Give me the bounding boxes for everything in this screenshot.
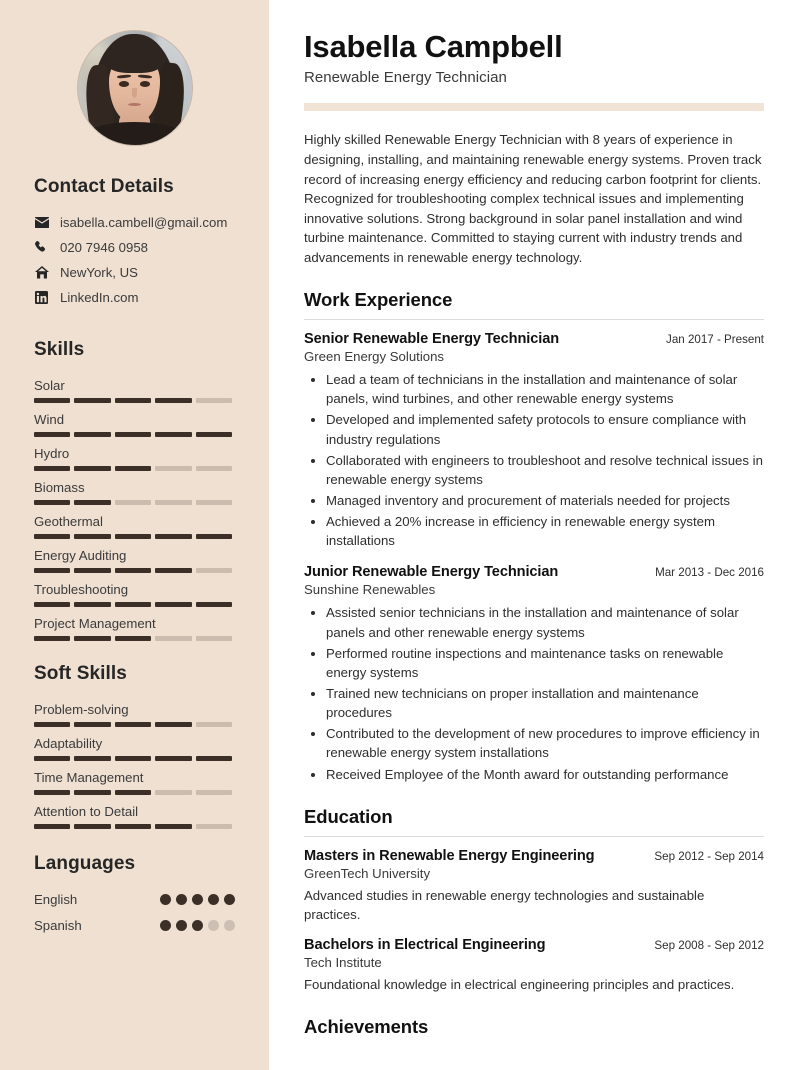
language-level-dots	[160, 894, 235, 905]
list-item: • Developed and implemented safety protocols to ensure compliance with industry regulations	[326, 410, 764, 448]
education-entry-description: Advanced studies in renewable energy technologies and sustainable practices.	[304, 887, 705, 922]
work-experience-section	[304, 289, 764, 784]
work-entry-head	[304, 564, 764, 580]
skill-label: Biomass	[34, 480, 85, 495]
skill-label: Project Management	[34, 616, 156, 631]
contact-linkedin-value: LinkedIn.com	[60, 290, 139, 305]
work-entry	[304, 331, 764, 550]
skill-item	[34, 480, 235, 505]
work-entry-bullets	[304, 603, 764, 783]
language-label: English	[34, 892, 78, 907]
list-item: • Collaborated with engineers to troubleshoot and resolve technical issues in renewable energy systems	[326, 451, 764, 489]
contact-phone-value: 020 7946 0958	[60, 240, 149, 255]
soft-skill-item	[34, 770, 235, 795]
work-entry-head	[304, 331, 764, 347]
education-entry-description: Foundational knowledge in electrical engineering principles and practices.	[304, 977, 735, 992]
work-entry-bullets	[304, 370, 764, 550]
sidebar	[0, 0, 269, 1070]
achievements-section	[304, 1016, 764, 1038]
soft-skill-item	[34, 804, 235, 829]
page-title: Isabella Campbell	[304, 29, 563, 64]
skill-item	[34, 446, 235, 471]
contact-item-email[interactable]	[34, 215, 235, 230]
skill-level-bar	[34, 432, 232, 437]
list-item: • Contributed to the development of new procedures to improve efficiency in renewable energy system installations	[326, 724, 764, 762]
work-entry-org: Sunshine Renewables	[304, 582, 436, 598]
work-entry-title: Junior Renewable Energy Technician	[304, 564, 559, 581]
soft-skill-level-bar	[34, 790, 232, 795]
language-item	[34, 918, 235, 933]
soft-skills-section	[34, 663, 235, 829]
skill-level-bar	[34, 568, 232, 573]
soft-skill-label: Problem-solving	[34, 702, 129, 717]
skill-item	[34, 412, 235, 437]
list-item: • Lead a team of technicians in the installation and maintenance of solar panels, wind turbines, and other renewable energy systems	[326, 370, 764, 408]
contact-details-heading: Contact Details	[34, 176, 174, 197]
education-entry-title: Masters in Renewable Energy Engineering	[304, 847, 595, 864]
list-item: • Managed inventory and procurement of materials needed for projects	[326, 491, 764, 510]
avatar	[77, 30, 193, 146]
education-entry-head	[304, 848, 764, 864]
contact-location-value: NewYork, US	[60, 265, 138, 280]
work-entry-org: Green Energy Solutions	[304, 349, 445, 365]
skill-level-bar	[34, 636, 232, 641]
skill-level-bar	[34, 534, 232, 539]
job-title: Renewable Energy Technician	[304, 69, 507, 87]
skill-label: Energy Auditing	[34, 548, 127, 563]
list-item: • Performed routine inspections and maintenance tasks on renewable energy systems	[326, 644, 764, 682]
linkedin-icon	[34, 291, 49, 304]
list-item: • Trained new technicians on proper installation and maintenance procedures	[326, 684, 764, 722]
education-entry-head	[304, 937, 764, 953]
education-heading: Education	[304, 805, 393, 827]
envelope-icon	[34, 217, 49, 228]
skill-level-bar	[34, 466, 232, 471]
languages-section	[34, 853, 235, 933]
soft-skill-item	[34, 702, 235, 727]
skills-heading: Skills	[34, 339, 85, 360]
work-experience-heading: Work Experience	[304, 289, 453, 311]
skill-item	[34, 616, 235, 641]
skill-label: Solar	[34, 378, 65, 393]
skill-label: Troubleshooting	[34, 582, 129, 597]
skill-label: Wind	[34, 412, 65, 427]
soft-skills-heading: Soft Skills	[34, 663, 127, 684]
accent-divider	[304, 103, 764, 111]
soft-skill-item	[34, 736, 235, 761]
skill-item	[34, 514, 235, 539]
education-entry-org: Tech Institute	[304, 955, 382, 970]
home-icon	[34, 266, 49, 279]
soft-skill-level-bar	[34, 722, 232, 727]
work-entry-title: Senior Renewable Energy Technician	[304, 331, 560, 348]
contact-email-value: isabella.cambell@gmail.com	[60, 215, 228, 230]
skill-level-bar	[34, 398, 232, 403]
section-rule	[304, 319, 764, 320]
education-entry	[304, 848, 764, 924]
profile-summary: Highly skilled Renewable Energy Technician with 8 years of experience in designing, installing, and maintaining renewable energy systems. Proven track record of increasing energy efficiency and reducing carbon footprint for clients. Recognized for troubleshooting complex technical issues and implementing innovative solutions. Strong background in solar panel installation and wind turbine maintenance. Committed to staying current with industry trends and advancements in renewable energy technology.	[304, 132, 762, 265]
language-level-dots	[160, 920, 235, 931]
contact-item-linkedin[interactable]	[34, 290, 235, 305]
work-entry-date: Mar 2013 - Dec 2016	[655, 566, 764, 580]
list-item: • Received Employee of the Month award for outstanding performance	[326, 765, 764, 784]
language-item	[34, 892, 235, 907]
education-section	[304, 806, 764, 994]
skill-item	[34, 582, 235, 607]
contact-item-location[interactable]	[34, 265, 235, 280]
skill-level-bar	[34, 602, 232, 607]
soft-skill-label: Time Management	[34, 770, 144, 785]
education-entry-title: Bachelors in Electrical Engineering	[304, 937, 546, 953]
phone-icon	[34, 241, 49, 254]
education-entry-date: Sep 2008 - Sep 2012	[654, 939, 764, 952]
languages-heading: Languages	[34, 853, 136, 874]
skill-label: Hydro	[34, 446, 70, 461]
list-item: • Assisted senior technicians in the installation and maintenance of solar panels and other renewable energy systems	[326, 603, 764, 641]
skill-level-bar	[34, 500, 232, 505]
education-entry	[304, 937, 764, 994]
soft-skill-label: Attention to Detail	[34, 804, 139, 819]
soft-skill-level-bar	[34, 824, 232, 829]
list-item: • Achieved a 20% increase in efficiency in renewable energy system installations	[326, 512, 764, 550]
language-label: Spanish	[34, 918, 82, 933]
skill-item	[34, 378, 235, 403]
soft-skill-level-bar	[34, 756, 232, 761]
skill-label: Geothermal	[34, 514, 103, 529]
education-entry-date: Sep 2012 - Sep 2014	[654, 849, 764, 863]
education-entry-org: GreenTech University	[304, 865, 431, 881]
contact-item-phone[interactable]	[34, 240, 235, 255]
soft-skill-label: Adaptability	[34, 736, 103, 751]
skills-section	[34, 339, 235, 641]
work-entry	[304, 564, 764, 783]
section-rule	[304, 836, 764, 837]
achievements-heading: Achievements	[304, 1016, 429, 1038]
contact-list	[34, 215, 235, 305]
work-entry-date: Jan 2017 - Present	[666, 333, 764, 347]
main-content	[269, 0, 800, 1070]
skill-item	[34, 548, 235, 573]
profile-photo-wrap	[34, 30, 235, 146]
